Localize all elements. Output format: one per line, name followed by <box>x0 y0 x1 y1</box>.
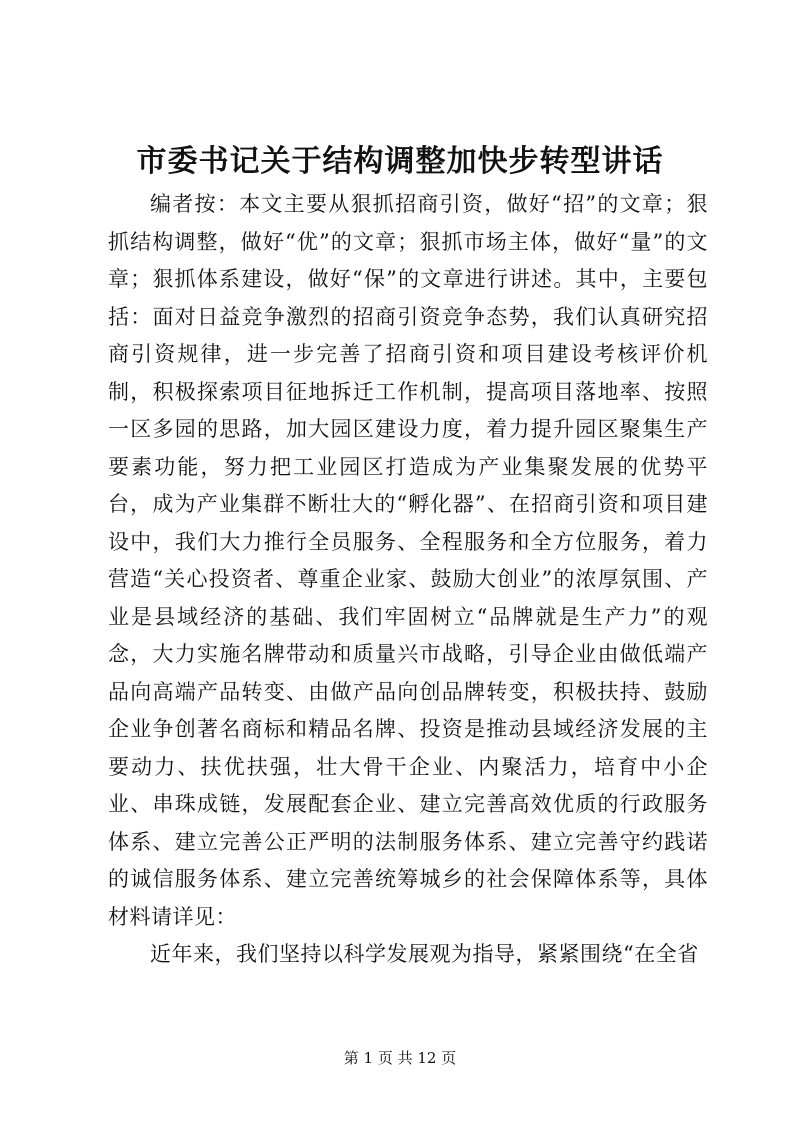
document-title: 市委书记关于结构调整加快步转型讲话 <box>136 144 664 179</box>
page-footer <box>0 1048 800 1068</box>
page-number-label: 第 1 页 共 12 页 <box>343 1049 457 1067</box>
paragraph-editor-note: 编者按：本文主要从狠抓招商引资，做好“招”的文章；狠抓结构调整，做好“优”的文章；狠抓市场主体，做好“量”的文章；狠抓体系建设，做好“保”的文章进行讲述。其中，主要包括：面对日益竞争激烈的招商引资竞争态势，我们认真研究招商引资规律，进一步完善了招商引资和项目建设考核评价机制，积极探索项目征地拆迁工作机制，提高项目落地率、按照一区多园的思路，加大园区建设力度，着力提升园区聚集生产要素功能，努力把工业园区打造成为产业集聚发展的优势平台，成为产业集群不断壮大的“孵化器”、在招商引资和项目建设中，我们大力推行全员服务、全程服务和全方位服务，着力营造“关心投资者、尊重企业家、鼓励大创业”的浓厚氛围、产业是县域经济的基础、我们牢固树立“品牌就是生产力”的观念，大力实施名牌带动和质量兴市战略，引导企业由做低端产品向高端产品转变、由做产品向创品牌转变，积极扶持、鼓励企业争创著名商标和精品名牌、投资是推动县域经济发展的主要动力、扶优扶强，壮大骨干企业、内聚活力，培育中小企业、串珠成链，发展配套企业、建立完善高效优质的行政服务体系、建立完善公正严明的法制服务体系、建立完善守约践诺的诚信服务体系、建立完善统筹城乡的社会保障体系等，具体材料请详见： <box>108 192 708 929</box>
paragraph-body: 近年来，我们坚持以科学发展观为指导，紧紧围绕“在全省 <box>150 942 699 966</box>
document-body <box>108 186 708 974</box>
